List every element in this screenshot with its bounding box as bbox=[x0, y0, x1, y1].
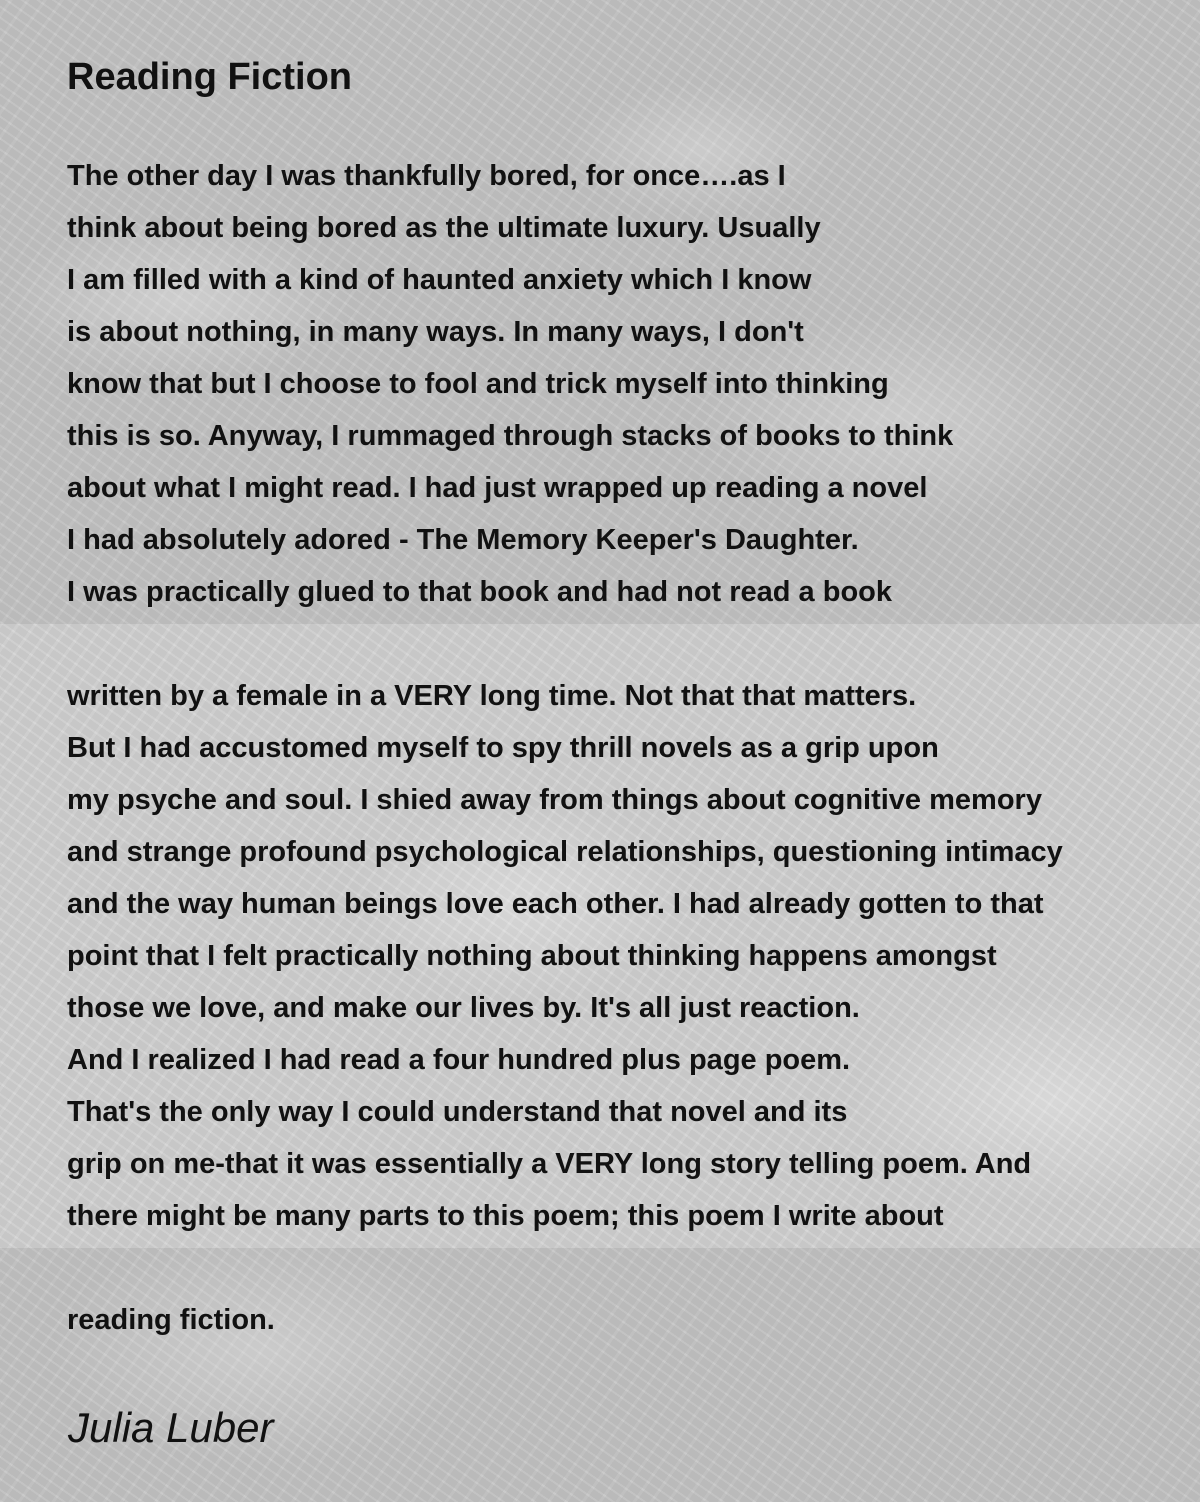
poem-line: I had absolutely adored - The Memory Keeper's Daughter. bbox=[67, 524, 859, 556]
poem-line: The other day I was thankfully bored, for once….as I bbox=[67, 160, 786, 192]
poem-title: Reading Fiction bbox=[67, 56, 352, 98]
poem-line: And I realized I had read a four hundred plus page poem. bbox=[67, 1044, 851, 1076]
poem-line: my psyche and soul. I shied away from things about cognitive memory bbox=[67, 784, 1042, 816]
poem-line: reading fiction. bbox=[67, 1304, 275, 1336]
stanza-1 bbox=[67, 150, 953, 618]
poem-line: point that I felt practically nothing about thinking happens amongst bbox=[67, 940, 997, 972]
poem-line: and strange profound psychological relationships, questioning intimacy bbox=[67, 836, 1063, 868]
poem-line: grip on me-that it was essentially a VERY long story telling poem. And bbox=[67, 1148, 1032, 1180]
poem-line: But I had accustomed myself to spy thrill novels as a grip upon bbox=[67, 732, 939, 764]
poem-line: and the way human beings love each other. I had already gotten to that bbox=[67, 888, 1044, 920]
poem-author: Julia Luber bbox=[68, 1404, 274, 1451]
poem-line: know that but I choose to fool and trick myself into thinking bbox=[67, 368, 889, 400]
poem-line: That's the only way I could understand that novel and its bbox=[67, 1096, 848, 1128]
poem-line: I was practically glued to that book and had not read a book bbox=[67, 576, 893, 608]
poem-line: about what I might read. I had just wrapped up reading a novel bbox=[67, 472, 928, 504]
poem-line: think about being bored as the ultimate luxury. Usually bbox=[67, 212, 821, 244]
stanza-2 bbox=[67, 670, 1063, 1242]
background-band-bottom bbox=[0, 1248, 1200, 1502]
poem-line: this is so. Anyway, I rummaged through stacks of books to think bbox=[67, 420, 954, 452]
stanza-3 bbox=[67, 1294, 275, 1346]
poem-line: written by a female in a VERY long time. Not that that matters. bbox=[67, 680, 917, 712]
poem-line: I am filled with a kind of haunted anxiety which I know bbox=[67, 264, 812, 296]
poem-line: there might be many parts to this poem; this poem I write about bbox=[67, 1200, 944, 1232]
poem-line: those we love, and make our lives by. It's all just reaction. bbox=[67, 992, 860, 1024]
poem-line: is about nothing, in many ways. In many ways, I don't bbox=[67, 316, 804, 348]
